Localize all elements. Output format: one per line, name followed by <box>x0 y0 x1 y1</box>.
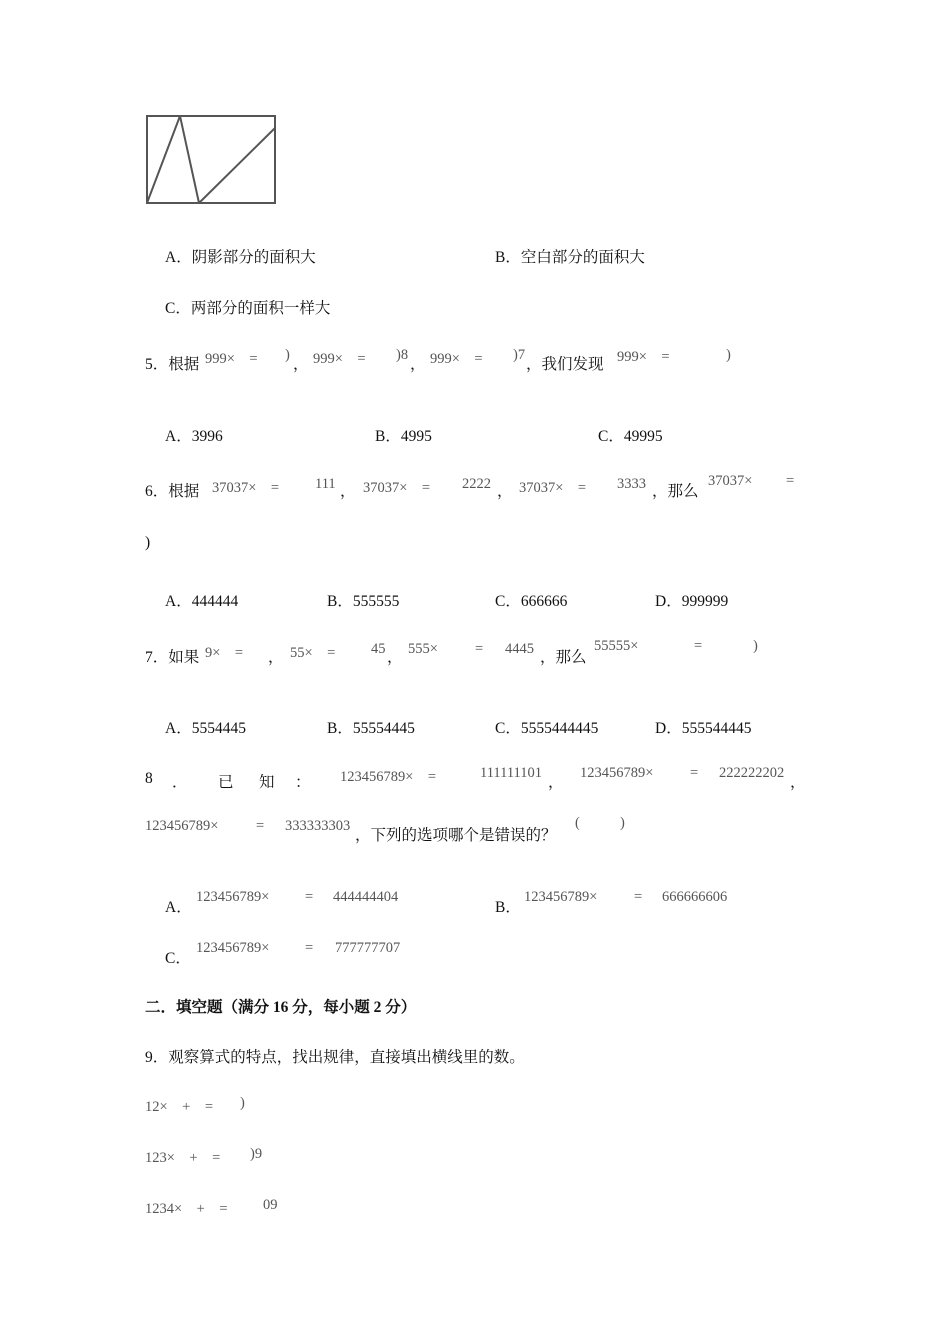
q6-option-b[interactable]: B．555555 <box>327 593 400 610</box>
q7-expr2: 55× = <box>290 645 336 661</box>
q8-sep2: ， <box>790 774 806 791</box>
q8-option-b-res: 666666606 <box>662 889 728 905</box>
q7-res3: 4445 <box>505 641 534 657</box>
q8-prefix-c2: 知 <box>259 774 275 791</box>
q5-expr1: 999× = <box>205 351 273 367</box>
q5-option-c[interactable]: C．49995 <box>598 428 663 445</box>
q5-expr2: 999× = <box>313 351 366 367</box>
q7-expr1: 9× = <box>205 645 244 661</box>
q8-option-a-expr: 123456789× <box>196 889 270 905</box>
q5-tail3: )7 <box>513 347 526 363</box>
q9-line2-tail: )9 <box>250 1146 263 1162</box>
q6-expr3: 37037× = <box>519 480 587 496</box>
q5-sep1: ， <box>293 356 309 373</box>
q7-paren: ) <box>753 638 758 654</box>
figure-line-2 <box>180 116 199 203</box>
q8-res2: 222222202 <box>719 765 785 781</box>
q8-sep1: ， <box>548 774 564 791</box>
q8-option-b-eq: = <box>634 889 643 905</box>
q6-expr2: 37037× = <box>363 480 431 496</box>
geometry-figure <box>142 110 282 210</box>
q5-mid: ，我们发现 <box>526 356 604 373</box>
q9-line3: 1234× + = <box>145 1201 228 1217</box>
q7-option-d[interactable]: D．555544445 <box>655 720 752 737</box>
q8-eq2: = <box>690 765 699 781</box>
q4-option-b[interactable]: B．空白部分的面积大 <box>495 249 645 266</box>
q8-prefix-dot: ． <box>172 774 188 791</box>
q6-eq4: = <box>786 473 795 489</box>
q8-prefix-num: 8 <box>145 770 153 787</box>
q7-mid: ，那么 <box>540 649 587 666</box>
q9-line3-tail: 09 <box>263 1197 278 1213</box>
q8-option-c-res: 777777707 <box>335 940 401 956</box>
q7-expr4: 55555× <box>594 638 639 654</box>
q8-option-b-expr: 123456789× <box>524 889 598 905</box>
q6-sep1: ， <box>340 483 356 500</box>
q8-expr2: 123456789× <box>580 765 654 781</box>
q8-option-a-label[interactable]: A． <box>165 899 192 916</box>
figure-line-1 <box>147 116 180 203</box>
q7-option-b[interactable]: B．55554445 <box>327 720 415 737</box>
q8-expr1: 123456789× = <box>340 769 437 785</box>
q8-paren-open: ( <box>575 815 580 831</box>
q8-prefix-c1: 已 <box>218 774 234 791</box>
q6-option-a[interactable]: A．444444 <box>165 593 239 610</box>
figure-line-3 <box>199 128 275 203</box>
q7-eq4: = <box>694 638 703 654</box>
q9-line2: 123× + = <box>145 1150 221 1166</box>
q4-option-c[interactable]: C．两部分的面积一样大 <box>165 300 331 317</box>
q8-option-c-expr: 123456789× <box>196 940 270 956</box>
q9-line1-tail: ) <box>240 1095 245 1111</box>
q6-expr1: 37037× = <box>212 480 280 496</box>
q5-expr4: 999× = <box>617 349 670 365</box>
q6-sep2: ， <box>497 483 513 500</box>
q4-option-a[interactable]: A．阴影部分的面积大 <box>165 249 316 266</box>
q5-option-b[interactable]: B．4995 <box>375 428 432 445</box>
q9-line1: 12× + = <box>145 1099 214 1115</box>
q7-prefix: 7．如果 <box>145 649 200 666</box>
q8-option-b-label[interactable]: B． <box>495 899 521 916</box>
q8-res1: 111111101 <box>480 765 543 781</box>
q8-res3: 333333303 <box>285 818 351 834</box>
q5-sep2: ， <box>410 356 426 373</box>
q6-option-c[interactable]: C．666666 <box>495 593 568 610</box>
q8-option-a-res: 444444404 <box>333 889 399 905</box>
q6-option-d[interactable]: D．999999 <box>655 593 729 610</box>
q6-res3: 3333 <box>617 476 646 492</box>
q6-prefix: 6．根据 <box>145 483 200 500</box>
q6-expr4: 37037× <box>708 473 753 489</box>
q8-paren-close: ) <box>620 815 625 831</box>
q5-tail2: )8 <box>396 347 409 363</box>
section2-title: 二．填空题（满分 16 分，每小题 2 分） <box>145 999 417 1016</box>
q8-option-c-eq: = <box>305 940 314 956</box>
q5-tail1: ) <box>285 347 290 363</box>
q9-text: 9．观察算式的特点，找出规律，直接填出横线里的数。 <box>145 1049 525 1066</box>
q7-sep2: ， <box>387 649 403 666</box>
q7-option-a[interactable]: A．5554445 <box>165 720 246 737</box>
q7-eq3: = <box>475 641 484 657</box>
q6-paren: ) <box>145 534 151 551</box>
q8-expr3: 123456789× <box>145 818 219 834</box>
q5-paren: ) <box>726 347 731 363</box>
q7-expr3: 555× <box>408 641 438 657</box>
q7-res2: 45 <box>371 641 386 657</box>
q6-mid: ，那么 <box>652 483 699 500</box>
q6-res1: 111 <box>315 476 336 492</box>
q8-eq3: = <box>256 818 265 834</box>
q8-option-a-eq: = <box>305 889 314 905</box>
q8-prefix-colon: ： <box>295 774 311 791</box>
q5-expr3: 999× = <box>430 351 483 367</box>
q7-sep1: ， <box>268 649 284 666</box>
q8-option-c-label[interactable]: C． <box>165 950 191 967</box>
q5-option-a[interactable]: A．3996 <box>165 428 223 445</box>
q8-mid: ，下列的选项哪个是错误的？ <box>355 827 557 844</box>
q5-prefix: 5．根据 <box>145 356 200 373</box>
q7-option-c[interactable]: C．5555444445 <box>495 720 599 737</box>
q6-res2: 2222 <box>462 476 491 492</box>
